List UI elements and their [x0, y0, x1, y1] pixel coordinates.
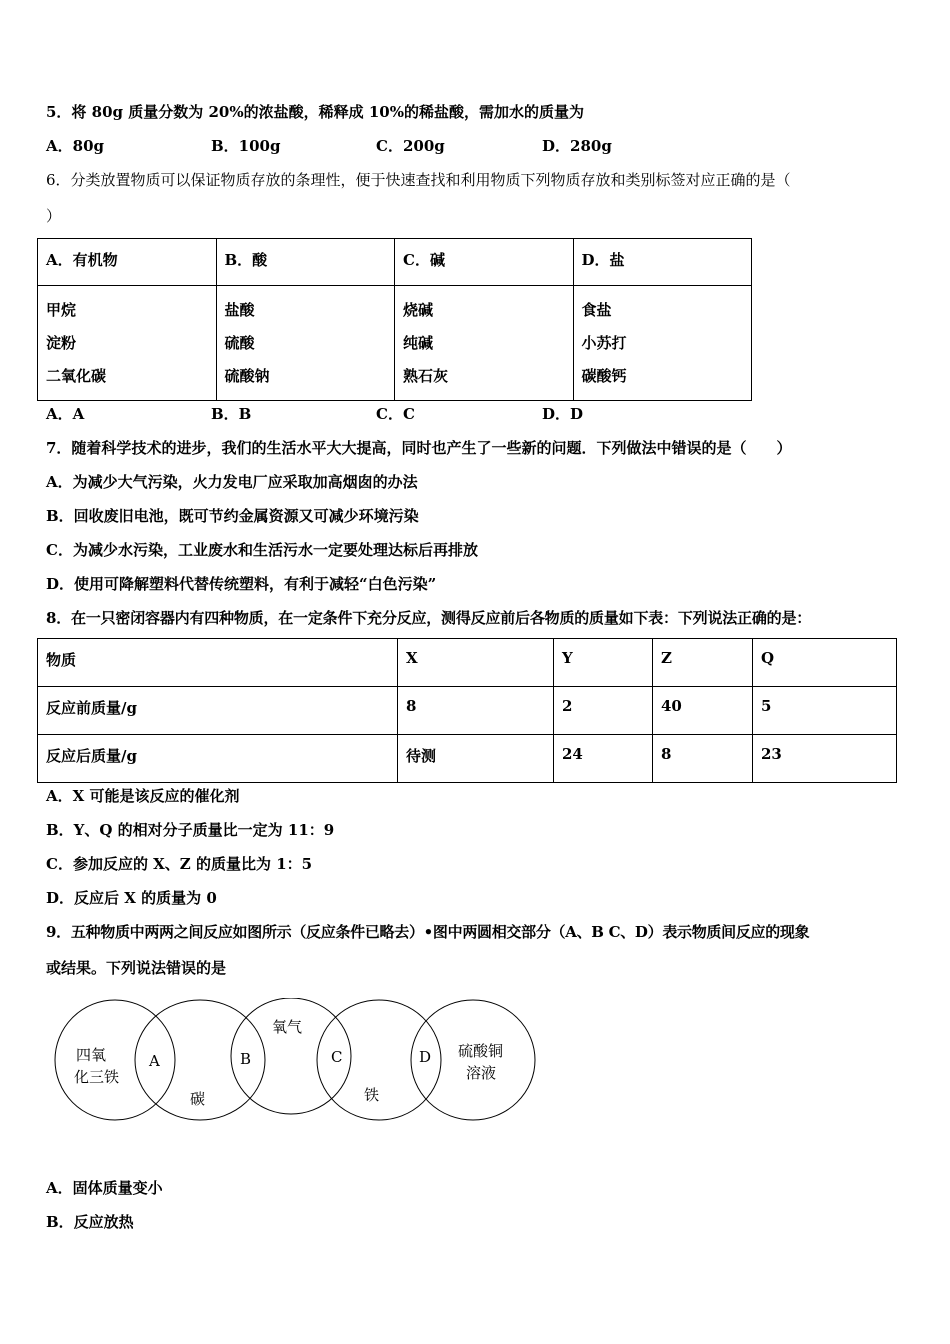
q8-cell: 物质 [38, 639, 398, 687]
q6-cell: 碳酸钙 [581, 367, 627, 385]
q6-header-c: C．碱 [395, 239, 574, 286]
q5-option-a: A．80g [46, 137, 105, 155]
q8-cell: 反应前质量/g [38, 687, 398, 735]
label-c2: 碳 [190, 1090, 206, 1108]
q6-col-b [216, 286, 395, 401]
q8-cell: 2 [554, 687, 653, 735]
q6-option-c: C．C [376, 405, 415, 423]
q6-cell: 盐酸 [224, 301, 255, 319]
q6-cell: 熟石灰 [403, 367, 449, 385]
q6-header-a: A．有机物 [38, 239, 217, 286]
q6-cell: 烧碱 [403, 301, 434, 319]
q8-cell: 8 [398, 687, 554, 735]
q6-option-b: B．B [211, 405, 252, 423]
q6-table [37, 238, 752, 401]
q8-option-b: B．Y、Q 的相对分子质量比一定为 11：9 [46, 821, 335, 839]
q6-header-b: B．酸 [216, 239, 395, 286]
label-c: C [331, 1048, 343, 1066]
q6-cell: 淀粉 [46, 334, 77, 352]
q6-cell: 小苏打 [581, 334, 627, 352]
label-d: D [419, 1048, 432, 1066]
q9-venn-diagram [52, 998, 542, 1128]
q8-cell: 24 [554, 735, 653, 783]
q8-cell: Y [554, 639, 653, 687]
q8-cell: 5 [753, 687, 897, 735]
label-c4: 铁 [364, 1086, 380, 1104]
q8-cell: 反应后质量/g [38, 735, 398, 783]
q8-cell: X [398, 639, 554, 687]
label-b: B [240, 1050, 252, 1068]
q8-cell: 8 [653, 735, 753, 783]
q6-header-d: D．盐 [573, 239, 752, 286]
q5-stem: 5．将 80g 质量分数为 20%的浓盐酸，稀释成 10%的稀盐酸，需加水的质量为 [46, 103, 584, 121]
q7-option-b: B．回收废旧电池，既可节约金属资源又可减少环境污染 [46, 507, 419, 525]
q8-option-a: A．X 可能是该反应的催化剂 [46, 787, 240, 805]
q6-col-d [573, 286, 752, 401]
q8-option-d: D．反应后 X 的质量为 0 [46, 889, 217, 907]
q8-cell: 23 [753, 735, 897, 783]
q8-cell: Q [753, 639, 897, 687]
q6-cell: 食盐 [581, 301, 612, 319]
q6-stem-cont: ） [46, 207, 62, 225]
q6-cell: 硫酸 [224, 334, 255, 352]
label-c1-line1: 四氧 [76, 1046, 107, 1064]
q6-cell: 纯碱 [403, 334, 434, 352]
q8-cell: 待测 [398, 735, 554, 783]
label-c3: 氧气 [272, 1018, 303, 1036]
q6-col-a [38, 286, 217, 401]
label-a: A [149, 1052, 160, 1070]
q9-option-a: A．固体质量变小 [46, 1179, 163, 1197]
q8-table [37, 638, 897, 783]
label-c5-line1: 硫酸铜 [458, 1042, 504, 1060]
label-c1-line2: 化三铁 [74, 1068, 120, 1086]
q6-option-d: D．D [542, 405, 584, 423]
q5-option-b: B．100g [211, 137, 281, 155]
q9-stem-cont: 或结果。下列说法错误的是 [46, 959, 227, 977]
label-c5-line2: 溶液 [466, 1064, 497, 1082]
q8-cell: 40 [653, 687, 753, 735]
q7-stem: 7．随着科学技术的进步，我们的生活水平大大提高，同时也产生了一些新的问题．下列做法中错误的是（ ） [46, 439, 792, 457]
q9-stem: 9．五种物质中两两之间反应如图所示（反应条件已略去）•图中两圆相交部分（A、B C、D）表示物质间反应的现象 [46, 923, 810, 941]
q7-option-d: D．使用可降解塑料代替传统塑料，有利于减轻“白色污染” [46, 575, 437, 593]
q6-stem: 6．分类放置物质可以保证物质存放的条理性，便于快速查找和利用物质下列物质存放和类别标签对应正确的是（ [46, 171, 791, 189]
q7-option-c: C．为减少水污染，工业废水和生活污水一定要处理达标后再排放 [46, 541, 478, 559]
q5-option-d: D．280g [542, 137, 612, 155]
q9-option-b: B．反应放热 [46, 1213, 134, 1231]
q6-col-c [395, 286, 574, 401]
q7-option-a: A．为减少大气污染，火力发电厂应采取加高烟囱的办法 [46, 473, 418, 491]
q6-cell: 硫酸钠 [224, 367, 270, 385]
q8-option-c: C．参加反应的 X、Z 的质量比为 1：5 [46, 855, 313, 873]
q6-option-a: A．A [46, 405, 85, 423]
q6-cell: 二氧化碳 [46, 367, 107, 385]
q8-stem: 8．在一只密闭容器内有四种物质，在一定条件下充分反应，测得反应前后各物质的质量如下表：下列说法正确的是： [46, 609, 812, 627]
q6-cell: 甲烷 [46, 301, 77, 319]
q8-cell: Z [653, 639, 753, 687]
q5-option-c: C．200g [376, 137, 445, 155]
